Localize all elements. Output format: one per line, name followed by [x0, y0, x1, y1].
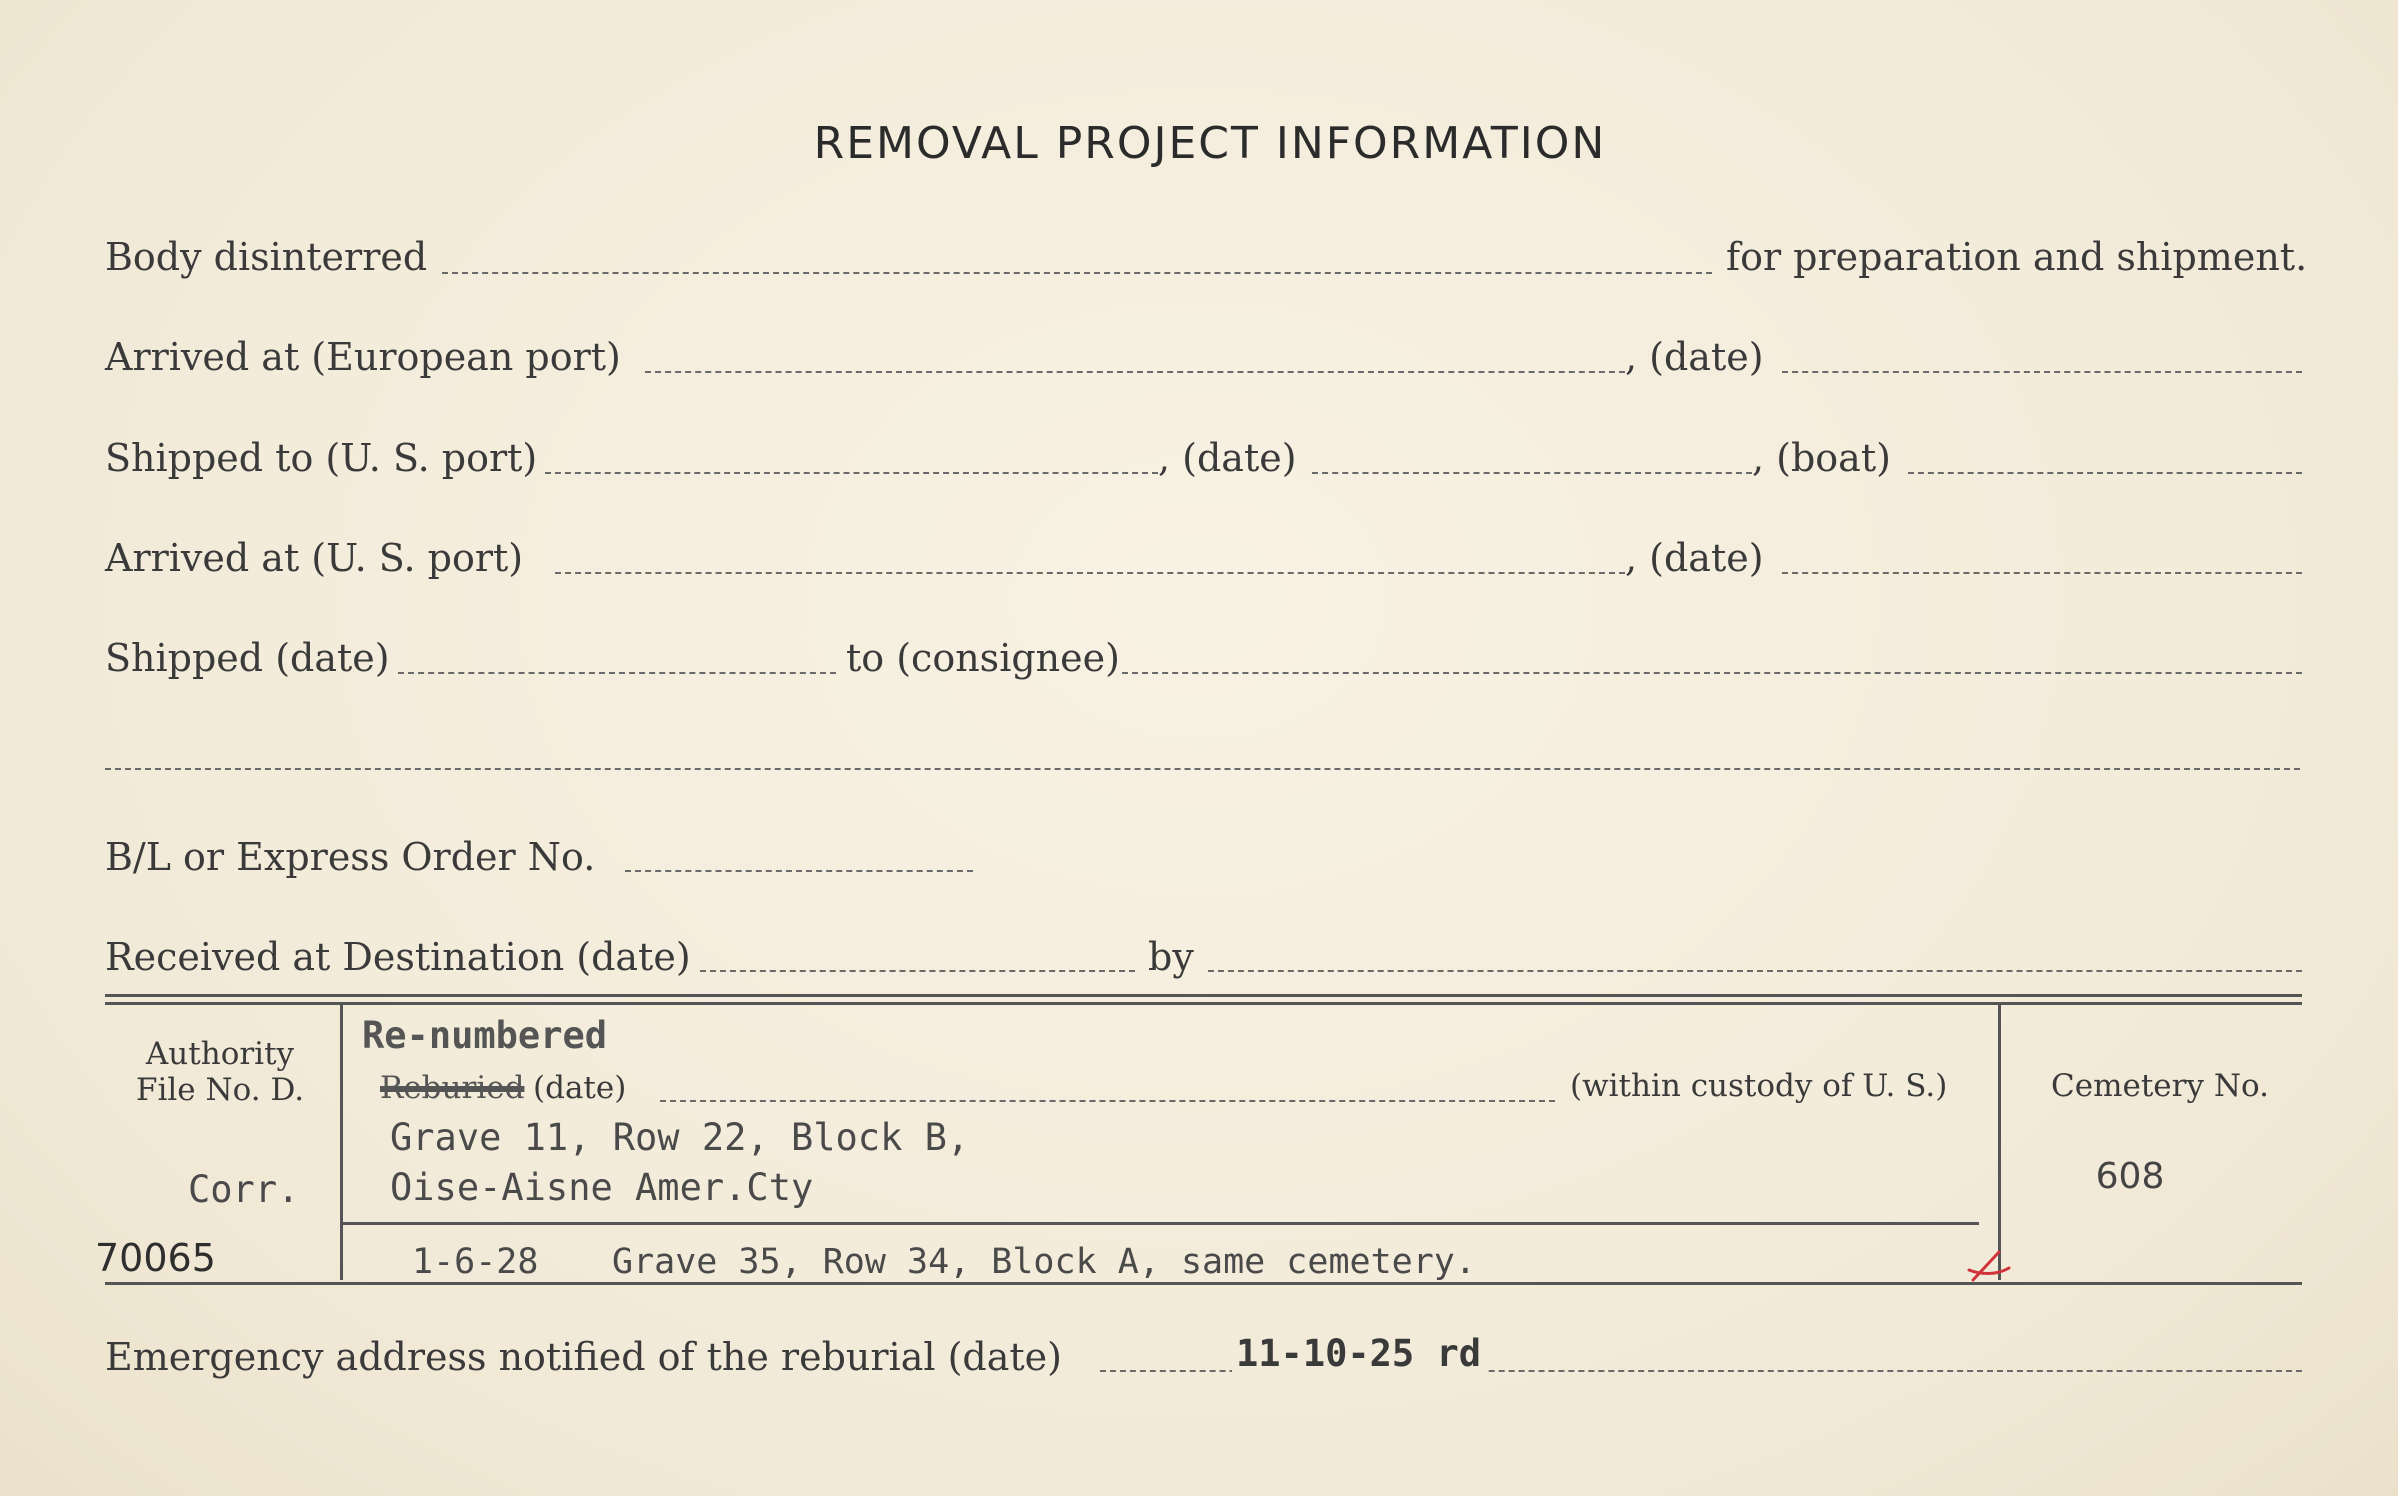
date-label-2: , (date)	[1158, 436, 1297, 480]
consignee-field	[1122, 672, 2302, 674]
section-top-rule-1	[105, 994, 2302, 997]
renumbered-stamp: Re-numbered	[362, 1014, 608, 1057]
body-disinterred-field	[442, 272, 1712, 274]
grave-line-1: Grave 11, Row 22, Block B,	[390, 1116, 970, 1159]
bl-order-field	[625, 870, 973, 872]
arrived-us-date-field	[1782, 572, 2302, 574]
received-date-field	[700, 970, 1135, 972]
within-custody-label: (within custody of U. S.)	[1570, 1068, 1948, 1104]
shipped-date-field	[1312, 472, 1752, 474]
boat-label: , (boat)	[1752, 436, 1891, 480]
file-no-label: File No. D.	[135, 1072, 305, 1108]
reburied-date-label: (date)	[533, 1070, 627, 1106]
reburied-date-field	[660, 1100, 1555, 1102]
arrived-european-label: Arrived at (European port)	[105, 335, 621, 379]
file-number: 70065	[95, 1236, 216, 1280]
arrived-us-label: Arrived at (U. S. port)	[105, 536, 524, 580]
entry-text: Grave 35, Row 34, Block A, same cemetery.	[612, 1242, 1476, 1282]
shipped-date-value-field	[398, 672, 836, 674]
cemetery-number: 608	[2095, 1156, 2165, 1197]
grave-line-2: Oise-Aisne Amer.Cty	[390, 1166, 814, 1209]
preparation-shipment-label: for preparation and shipment.	[1726, 235, 2308, 279]
consignee-label: to (consignee)	[846, 636, 1120, 680]
cemetery-no-label: Cemetery No.	[2051, 1068, 2269, 1104]
bl-order-label: B/L or Express Order No.	[105, 835, 596, 879]
authority-label: Authority	[145, 1036, 295, 1072]
received-label: Received at Destination (date)	[105, 935, 691, 979]
boat-field	[1908, 472, 2302, 474]
cemetery-divider	[1998, 1002, 2001, 1280]
date-label-1: , (date)	[1625, 335, 1764, 379]
emergency-date-value: 11-10-25 rd	[1232, 1332, 1485, 1375]
european-port-field	[645, 371, 1625, 373]
red-check-mark-icon	[1965, 1246, 2015, 1286]
reburied-label: Reburied	[380, 1070, 525, 1106]
us-port-field	[545, 472, 1158, 474]
european-date-field	[1782, 371, 2302, 373]
consignee-continuation-field	[105, 768, 2300, 770]
emergency-label: Emergency address notified of the reburial (date)	[105, 1335, 1062, 1379]
received-by-field	[1208, 970, 2302, 972]
authority-divider	[340, 1002, 343, 1280]
entry-divider	[343, 1222, 1979, 1225]
shipped-date-label: Shipped (date)	[105, 636, 390, 680]
section-top-rule-2	[105, 1002, 2302, 1005]
corr-text: Corr.	[188, 1168, 300, 1211]
entry-date: 1-6-28	[412, 1242, 539, 1282]
arrived-us-field	[555, 572, 1625, 574]
card-title: REMOVAL PROJECT INFORMATION	[813, 118, 1607, 169]
date-label-3: , (date)	[1625, 536, 1764, 580]
shipped-to-label: Shipped to (U. S. port)	[105, 436, 538, 480]
by-label: by	[1148, 935, 1194, 979]
body-disinterred-label: Body disinterred	[105, 235, 428, 279]
